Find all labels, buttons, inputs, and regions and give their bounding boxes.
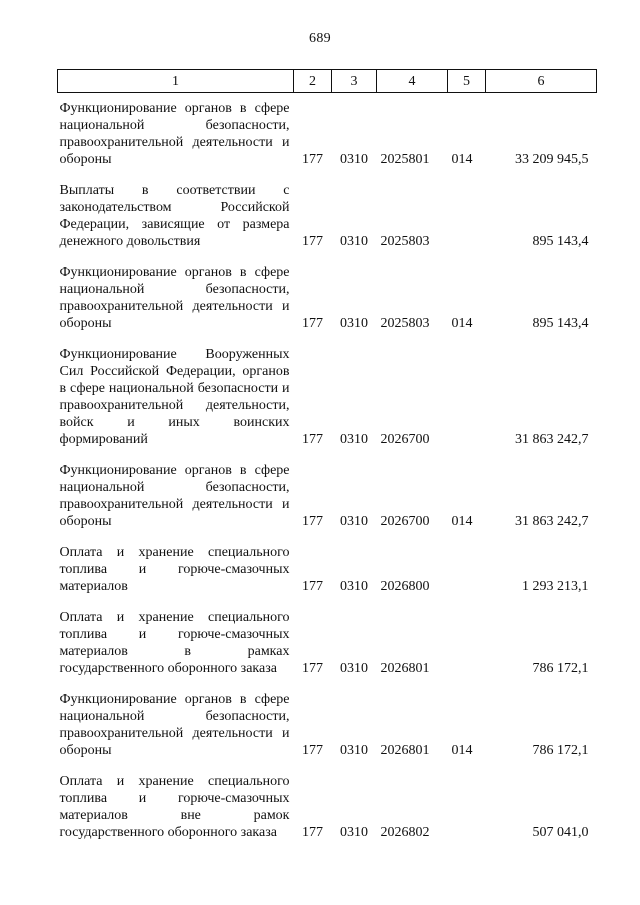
header-row xyxy=(58,70,597,93)
row-section-code: 0310 xyxy=(340,825,368,840)
row-article-code: 2025803 xyxy=(380,234,430,249)
row-ministry-code: 177 xyxy=(302,514,323,529)
table-body xyxy=(58,93,597,851)
row-expense-type-code xyxy=(448,604,486,686)
header-col-4: 4 xyxy=(377,70,448,93)
row-expense-type-code xyxy=(448,539,486,604)
header-col-3: 3 xyxy=(332,70,377,93)
row-ministry-code: 177 xyxy=(302,661,323,676)
row-ministry-code: 177 xyxy=(302,825,323,840)
table-row xyxy=(58,177,597,259)
row-article-code: 2026700 xyxy=(380,432,430,447)
row-ministry-code: 177 xyxy=(302,152,323,167)
row-name: Оплата и хранение специального топлива и горюче-смазочных материалов вне рамок государственного оборонного заказа xyxy=(59,774,290,840)
table-row xyxy=(58,604,597,686)
row-name: Оплата и хранение специального топлива и горюче-смазочных материалов xyxy=(59,545,290,594)
row-name: Функционирование органов в сфере национальной безопасности, правоохранительной деятельности и обороны xyxy=(59,692,290,758)
row-ministry-code: 177 xyxy=(302,743,323,758)
row-expense-type-code: 014 xyxy=(451,743,473,758)
row-section-code: 0310 xyxy=(340,514,368,529)
table-row xyxy=(58,93,597,178)
row-section-code: 0310 xyxy=(340,579,368,594)
row-ministry-code: 177 xyxy=(302,316,323,331)
row-amount: 786 172,1 xyxy=(532,661,589,676)
row-amount: 786 172,1 xyxy=(532,743,589,758)
row-article-code: 2026801 xyxy=(380,743,430,758)
table-row xyxy=(58,686,597,768)
table-row xyxy=(58,768,597,850)
row-ministry-code: 177 xyxy=(302,432,323,447)
row-article-code: 2026700 xyxy=(380,514,430,529)
row-name: Функционирование Вооруженных Сил Российской Федерации, органов в сфере национальной безопасности и правоохранительной деятельности, войск и иных воинских формирований xyxy=(59,347,290,447)
row-name: Функционирование органов в сфере национальной безопасности, правоохранительной деятельности и обороны xyxy=(59,265,290,331)
row-section-code: 0310 xyxy=(340,316,368,331)
row-ministry-code: 177 xyxy=(302,579,323,594)
row-section-code: 0310 xyxy=(340,743,368,758)
row-article-code: 2026801 xyxy=(380,661,430,676)
table-row xyxy=(58,341,597,457)
row-amount: 895 143,4 xyxy=(532,316,589,331)
row-amount: 1 293 213,1 xyxy=(522,579,589,594)
row-section-code: 0310 xyxy=(340,661,368,676)
header-col-1: 1 xyxy=(58,70,294,93)
row-amount: 31 863 242,7 xyxy=(515,514,589,529)
row-section-code: 0310 xyxy=(340,234,368,249)
row-expense-type-code: 014 xyxy=(451,316,473,331)
row-name: Функционирование органов в сфере национальной безопасности, правоохранительной деятельности и обороны xyxy=(59,463,290,529)
row-section-code: 0310 xyxy=(340,432,368,447)
table-row xyxy=(58,457,597,539)
table-row xyxy=(58,539,597,604)
row-amount: 507 041,0 xyxy=(532,825,589,840)
row-expense-type-code: 014 xyxy=(451,514,473,529)
row-section-code: 0310 xyxy=(340,152,368,167)
row-name: Оплата и хранение специального топлива и горюче-смазочных материалов в рамках государственного оборонного заказа xyxy=(59,610,290,676)
row-expense-type-code xyxy=(448,341,486,457)
row-article-code: 2025801 xyxy=(380,152,430,167)
row-name: Функционирование органов в сфере национальной безопасности, правоохранительной деятельности и обороны xyxy=(59,101,290,167)
row-name: Выплаты в соответствии с законодательством Российской Федерации, зависящие от размера денежного довольствия xyxy=(59,183,290,249)
table-header xyxy=(58,70,597,93)
header-col-5: 5 xyxy=(448,70,486,93)
row-article-code: 2025803 xyxy=(380,316,430,331)
row-amount: 31 863 242,7 xyxy=(515,432,589,447)
header-col-2: 2 xyxy=(294,70,332,93)
row-amount: 33 209 945,5 xyxy=(515,152,589,167)
row-expense-type-code: 014 xyxy=(451,152,473,167)
row-expense-type-code xyxy=(448,177,486,259)
row-ministry-code: 177 xyxy=(302,234,323,249)
budget-table xyxy=(57,69,597,850)
header-col-6: 6 xyxy=(486,70,597,93)
row-amount: 895 143,4 xyxy=(532,234,589,249)
row-expense-type-code xyxy=(448,768,486,850)
row-article-code: 2026800 xyxy=(380,579,430,594)
table-row xyxy=(58,259,597,341)
row-article-code: 2026802 xyxy=(380,825,430,840)
page-number: 689 xyxy=(309,31,331,46)
